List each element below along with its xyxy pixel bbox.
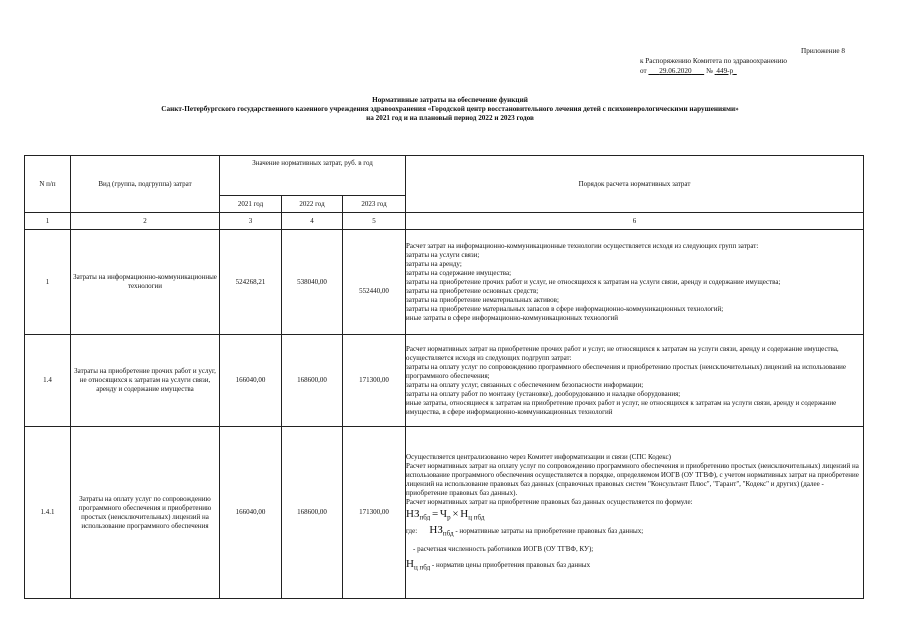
definition-nz: [406, 526, 863, 538]
order-date: 29.06.2020: [659, 67, 692, 75]
heading-line-3: на 2021 год и на плановый период 2022 и 2023 годов: [366, 114, 534, 122]
method-line: иные затраты в сфере информационно-коммуникационных технологий: [406, 313, 619, 322]
method-line: Расчет нормативных затрат на приобретение правовых баз данных осуществляется по формуле:: [406, 497, 693, 506]
row-number: 1.4: [25, 335, 71, 427]
formula-ch: Ч: [439, 507, 448, 520]
appendix-order-ref: к Распоряжению Комитета по здравоохранению: [640, 57, 787, 65]
heading-line-1: Нормативные затраты на обеспечение функций: [372, 96, 528, 104]
formula-lhs: НЗ: [406, 507, 420, 520]
header-2023: 2023 год: [343, 196, 406, 213]
row-number: 1.4.1: [25, 427, 71, 599]
method-line: Расчет нормативных затрат на приобретение прочих работ и услуг, не относящихся к затратам на услуги связи, аренду и содержание имущества, осуществляется исходя из следующих подгрупп затрат:: [406, 344, 839, 362]
method-line: затраты на содержание имущества;: [406, 268, 512, 277]
value-2021: 166040,00: [220, 335, 282, 427]
def-nz-symbol: НЗ: [429, 524, 443, 537]
value-2023: 171300,00: [343, 335, 406, 427]
formula-eq: =: [431, 507, 439, 520]
method-line: затраты на приобретение прочих работ и услуг, не относящихся к затратам на услуги связи, аренду и содержание имущества;: [406, 277, 781, 286]
value-2023: 552440,00: [343, 230, 406, 335]
row-method: [406, 230, 864, 335]
header-value-group: Значение нормативных затрат, руб. в год: [220, 156, 406, 196]
formula-h-sub: ц пбд: [468, 513, 485, 522]
header-method: Порядок расчета нормативных затрат: [406, 156, 864, 213]
method-line: затраты на услуги связи;: [406, 250, 480, 259]
method-line: затраты на оплату работ по монтажу (установке), дооборудованию и наладке оборудования;: [406, 389, 681, 398]
def-nz-text: - нормативные затраты на приобретение правовых баз данных;: [455, 527, 644, 536]
method-line: иные затраты, относящиеся к затратам на приобретение прочих работ и услуг, не относящихся к затратам на услуги связи, аренду и содержание имущества, в сфере информационно-коммуникационных технологий: [406, 398, 837, 416]
column-number: 5: [343, 213, 406, 230]
value-2022: 538040,00: [282, 230, 343, 335]
method-line: Расчет нормативных затрат на оплату услуг по сопровождению программного обеспечения и приобретению простых (неисключительных) лицензий на использование программного обеспечения осуществляется в порядке, определяемом ИОГВ (ОУ ТГВФ), с учетом нормативных затрат на приобретение лицензий на использование правовых баз данных (справочных правовых систем "Консультант Плюс", "Гарант", "Кодекс" и других) (далее - приобретение правовых баз данных).: [406, 461, 859, 497]
formula-times: ×: [452, 507, 459, 520]
row-method: [406, 427, 864, 599]
def-h-sub: ц пбд: [413, 563, 431, 572]
definition-h: [406, 557, 863, 572]
column-number: 2: [71, 213, 220, 230]
def-h-symbol: Н: [406, 557, 414, 570]
def-nz-sub: пбд: [442, 529, 454, 538]
header-kind: Вид (группа, подгруппа) затрат: [71, 156, 220, 213]
table-row: [25, 230, 864, 335]
table-row: [25, 335, 864, 427]
method-line: затраты на приобретение основных средств;: [406, 286, 539, 295]
row-method: [406, 335, 864, 427]
method-line: затраты на оплату услуг по сопровождению программного обеспечения и приобретению простых (неисключительных) лицензий на использование программного обеспечения;: [406, 362, 846, 380]
header-2022: 2022 год: [282, 196, 343, 213]
definition-ch: [413, 545, 863, 554]
column-number: 6: [406, 213, 864, 230]
header-num: N п/п: [25, 156, 71, 213]
order-number: 449-р: [716, 67, 734, 75]
where-label: где:: [406, 527, 418, 536]
header-2021: 2021 год: [220, 196, 282, 213]
row-name: Затраты на оплату услуг по сопровождению программного обеспечения и приобретению простых (неисключительных) лицензий на использование программного обеспечения: [71, 427, 220, 599]
def-ch-text: - расчетная численность работников ИОГВ (ОУ ТГВФ, КУ);: [413, 544, 594, 553]
method-line: затраты на оплату услуг, связанных с обеспечением безопасности информации;: [406, 380, 644, 389]
value-2022: 168600,00: [282, 335, 343, 427]
formula: [406, 507, 863, 522]
number-prefix: №: [705, 67, 713, 75]
heading-line-2: Санкт-Петербургского государственного казенного учреждения здравоохранения «Городской центр восстановительного лечения детей с психоневрологическими нарушениями»: [161, 105, 739, 113]
method-line: затраты на приобретение нематериальных активов;: [406, 295, 559, 304]
method-line: затраты на приобретение материальных запасов в сфере информационно-коммуникационных технологий;: [406, 304, 724, 313]
formula-ch-sub: р: [447, 513, 451, 522]
def-h-text: - норматив цены приобретения правовых баз данных: [431, 560, 591, 569]
table-row: [25, 427, 864, 599]
value-2021: 166040,00: [220, 427, 282, 599]
appendix-date-line: [640, 66, 845, 76]
method-line: затраты на аренду;: [406, 259, 462, 268]
row-name: Затраты на приобретение прочих работ и услуг, не относящихся к затратам на услуги связи, аренду и содержание имущества: [71, 335, 220, 427]
date-prefix: от: [640, 67, 647, 75]
value-2022: 168600,00: [282, 427, 343, 599]
row-name: Затраты на информационно-коммуникационные технологии: [71, 230, 220, 335]
appendix-block: [640, 46, 845, 76]
row-number: 1: [25, 230, 71, 335]
column-number: 3: [220, 213, 282, 230]
document-heading: [60, 96, 840, 123]
formula-h: Н: [460, 507, 469, 520]
method-line: Расчет затрат на информационно-коммуникационные технологии осуществляется исходя из следующих групп затрат:: [406, 241, 759, 250]
value-2023: 171300,00: [343, 427, 406, 599]
method-line: Осуществляется централизованно через Комитет информатизации и связи (СПС Кодекс): [406, 452, 671, 461]
value-2021: 524268,21: [220, 230, 282, 335]
formula-lhs-sub: пбд: [419, 513, 431, 522]
appendix-title: Приложение 8: [801, 47, 845, 55]
column-number: 1: [25, 213, 71, 230]
normative-costs-table: [24, 155, 864, 599]
column-number: 4: [282, 213, 343, 230]
